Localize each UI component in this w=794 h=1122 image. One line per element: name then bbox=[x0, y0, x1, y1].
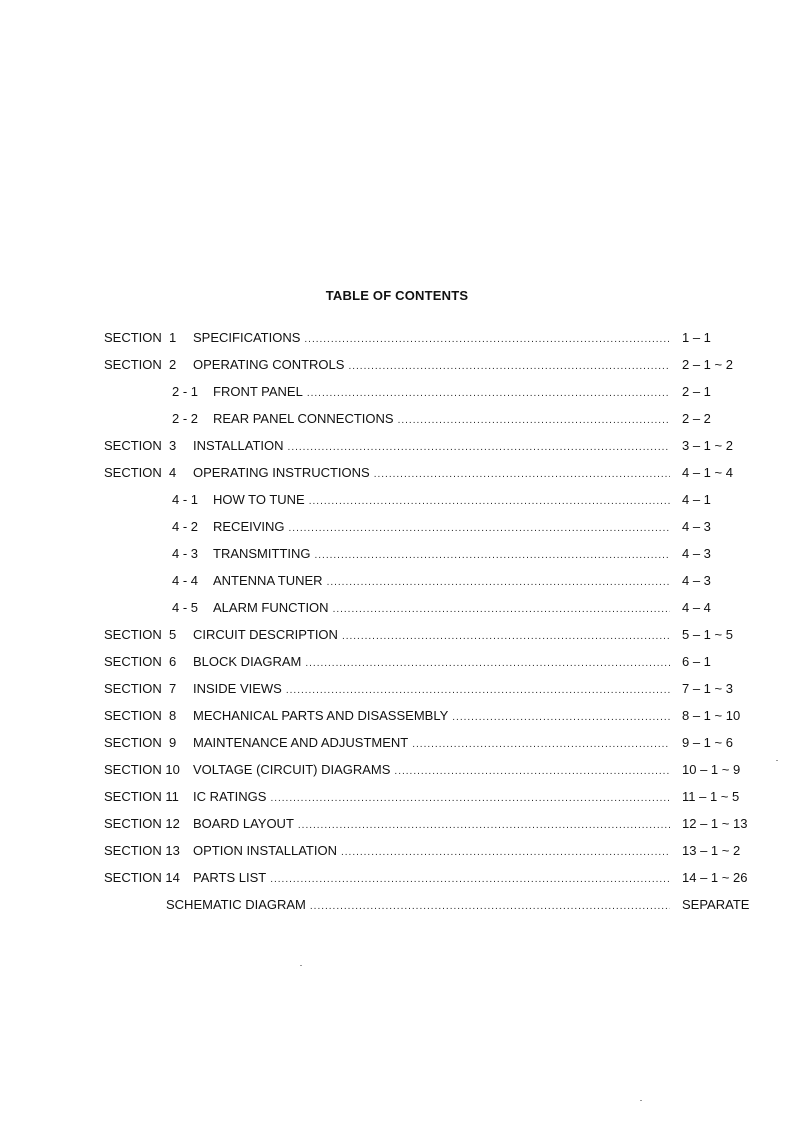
scan-speck bbox=[640, 1100, 642, 1101]
toc-entry bbox=[193, 787, 670, 809]
toc-page-reference: 14 – 1 ~ 26 bbox=[682, 870, 748, 885]
dot-leader bbox=[342, 627, 670, 647]
toc-page-reference: 8 – 1 ~ 10 bbox=[682, 708, 741, 723]
toc-section-label: SECTION 3 bbox=[104, 438, 177, 453]
toc-section-label: SECTION 13 bbox=[104, 843, 180, 858]
toc-entry bbox=[193, 760, 670, 782]
toc-page-reference: 4 – 3 bbox=[682, 519, 711, 534]
toc-entry-title: MAINTENANCE AND ADJUSTMENT bbox=[193, 735, 409, 750]
toc-page-reference: 7 – 1 ~ 3 bbox=[682, 681, 733, 696]
toc-entry bbox=[193, 679, 670, 701]
toc-entry-title: MECHANICAL PARTS AND DISASSEMBLY bbox=[193, 708, 449, 723]
page-title: TABLE OF CONTENTS bbox=[325, 288, 469, 303]
scan-speck bbox=[300, 965, 302, 966]
toc-entry-title: SCHEMATIC DIAGRAM bbox=[166, 897, 306, 912]
toc-entry-title: RECEIVING bbox=[213, 519, 285, 534]
toc-entry-title: PARTS LIST bbox=[193, 870, 267, 885]
toc-entry-title: REAR PANEL CONNECTIONS bbox=[213, 411, 394, 426]
toc-entry bbox=[193, 463, 670, 485]
toc-row bbox=[0, 868, 794, 895]
dot-leader bbox=[341, 843, 670, 863]
toc-section-label: SECTION 5 bbox=[104, 627, 177, 642]
toc-page-reference: 13 – 1 ~ 2 bbox=[682, 843, 741, 858]
toc-entry bbox=[213, 517, 670, 539]
toc-entry-title: OPTION INSTALLATION bbox=[193, 843, 337, 858]
toc-page-reference: SEPARATE bbox=[682, 897, 750, 912]
toc-entry bbox=[193, 814, 670, 836]
toc-page-reference: 4 – 3 bbox=[682, 546, 711, 561]
dot-leader bbox=[289, 519, 670, 539]
dot-leader bbox=[304, 330, 670, 350]
toc-section-label: SECTION 2 bbox=[104, 357, 177, 372]
toc-row bbox=[0, 355, 794, 382]
toc-entry-title: INSTALLATION bbox=[193, 438, 284, 453]
toc-section-label: SECTION 14 bbox=[104, 870, 180, 885]
toc-page-reference: 2 – 1 bbox=[682, 384, 711, 399]
toc-page-reference: 12 – 1 ~ 13 bbox=[682, 816, 748, 831]
toc-row bbox=[0, 706, 794, 733]
toc-page-reference: 4 – 3 bbox=[682, 573, 711, 588]
toc-entry-title: CIRCUIT DESCRIPTION bbox=[193, 627, 338, 642]
toc-entry bbox=[213, 490, 670, 512]
dot-leader bbox=[398, 411, 670, 431]
toc-entry-title: VOLTAGE (CIRCUIT) DIAGRAMS bbox=[193, 762, 391, 777]
toc-row bbox=[0, 733, 794, 760]
toc-entry-title: SPECIFICATIONS bbox=[193, 330, 301, 345]
toc-entry bbox=[193, 733, 670, 755]
dot-leader bbox=[315, 546, 671, 566]
toc-page-reference: 4 – 4 bbox=[682, 600, 711, 615]
toc-section-label: SECTION 9 bbox=[104, 735, 177, 750]
toc-entry bbox=[193, 841, 670, 863]
toc-entry bbox=[193, 436, 670, 458]
scan-speck bbox=[776, 760, 778, 761]
toc-page-reference: 10 – 1 ~ 9 bbox=[682, 762, 741, 777]
dot-leader bbox=[310, 897, 670, 917]
dot-leader bbox=[307, 384, 670, 404]
toc-entry bbox=[193, 625, 670, 647]
toc-row bbox=[0, 895, 794, 922]
toc-subsection-number: 2 - 1 bbox=[172, 384, 199, 399]
toc-subsection-number: 4 - 1 bbox=[172, 492, 199, 507]
toc-row bbox=[0, 625, 794, 652]
toc-row bbox=[0, 652, 794, 679]
toc-page-reference: 3 – 1 ~ 2 bbox=[682, 438, 733, 453]
dot-leader bbox=[348, 357, 670, 377]
toc-page-reference: 4 – 1 bbox=[682, 492, 711, 507]
dot-leader bbox=[298, 816, 670, 836]
toc-page-reference: 5 – 1 ~ 5 bbox=[682, 627, 733, 642]
toc-row bbox=[0, 814, 794, 841]
toc-section-label: SECTION 10 bbox=[104, 762, 180, 777]
toc-subsection-number: 4 - 2 bbox=[172, 519, 199, 534]
dot-leader bbox=[288, 438, 670, 458]
toc-page-reference: 2 – 2 bbox=[682, 411, 711, 426]
toc-entry-title: BLOCK DIAGRAM bbox=[193, 654, 302, 669]
toc-entry bbox=[193, 868, 670, 890]
toc-row bbox=[0, 787, 794, 814]
toc-entry-title: BOARD LAYOUT bbox=[193, 816, 294, 831]
dot-leader bbox=[452, 708, 670, 728]
toc-subsection-number: 4 - 5 bbox=[172, 600, 199, 615]
toc-row bbox=[0, 409, 794, 436]
dot-leader bbox=[286, 681, 670, 701]
dot-leader bbox=[374, 465, 670, 485]
dot-leader bbox=[309, 492, 670, 512]
toc-entry-title: TRANSMITTING bbox=[213, 546, 311, 561]
toc-entry bbox=[193, 652, 670, 674]
toc-entry bbox=[193, 355, 670, 377]
toc-page-reference: 4 – 1 ~ 4 bbox=[682, 465, 733, 480]
toc-entry bbox=[213, 598, 670, 620]
toc-row bbox=[0, 463, 794, 490]
toc-entry bbox=[213, 382, 670, 404]
toc-section-label: SECTION 7 bbox=[104, 681, 177, 696]
toc-entry-title: OPERATING INSTRUCTIONS bbox=[193, 465, 370, 480]
toc-entry-title: IC RATINGS bbox=[193, 789, 267, 804]
toc-row bbox=[0, 436, 794, 463]
toc-row bbox=[0, 571, 794, 598]
toc-entry bbox=[213, 544, 670, 566]
toc-row bbox=[0, 517, 794, 544]
toc-section-label: SECTION 12 bbox=[104, 816, 180, 831]
toc-subsection-number: 4 - 3 bbox=[172, 546, 199, 561]
dot-leader bbox=[412, 735, 670, 755]
dot-leader bbox=[333, 600, 670, 620]
toc-entry bbox=[193, 328, 670, 350]
toc-entry bbox=[193, 706, 670, 728]
toc-section-label: SECTION 11 bbox=[104, 789, 179, 804]
toc-row bbox=[0, 679, 794, 706]
dot-leader bbox=[270, 789, 670, 809]
toc-entry bbox=[213, 571, 670, 593]
toc-entry-title: FRONT PANEL bbox=[213, 384, 303, 399]
toc-page-reference: 9 – 1 ~ 6 bbox=[682, 735, 733, 750]
toc-row bbox=[0, 328, 794, 355]
toc-entry-title: INSIDE VIEWS bbox=[193, 681, 282, 696]
dot-leader bbox=[394, 762, 670, 782]
table-of-contents bbox=[0, 328, 794, 922]
toc-entry-title: ALARM FUNCTION bbox=[213, 600, 329, 615]
toc-page-reference: 1 – 1 bbox=[682, 330, 711, 345]
toc-page-reference: 6 – 1 bbox=[682, 654, 711, 669]
toc-section-label: SECTION 1 bbox=[104, 330, 177, 345]
dot-leader bbox=[270, 870, 670, 890]
toc-entry bbox=[166, 895, 670, 917]
dot-leader bbox=[327, 573, 670, 593]
toc-entry-title: OPERATING CONTROLS bbox=[193, 357, 345, 372]
toc-row bbox=[0, 760, 794, 787]
toc-subsection-number: 2 - 2 bbox=[172, 411, 199, 426]
toc-row bbox=[0, 490, 794, 517]
toc-row bbox=[0, 598, 794, 625]
toc-page-reference: 11 – 1 ~ 5 bbox=[682, 789, 740, 804]
toc-row bbox=[0, 841, 794, 868]
toc-section-label: SECTION 6 bbox=[104, 654, 177, 669]
toc-section-label: SECTION 8 bbox=[104, 708, 177, 723]
toc-entry bbox=[213, 409, 670, 431]
toc-section-label: SECTION 4 bbox=[104, 465, 177, 480]
dot-leader bbox=[305, 654, 670, 674]
toc-subsection-number: 4 - 4 bbox=[172, 573, 199, 588]
toc-row bbox=[0, 544, 794, 571]
toc-row bbox=[0, 382, 794, 409]
toc-entry-title: HOW TO TUNE bbox=[213, 492, 305, 507]
toc-page-reference: 2 – 1 ~ 2 bbox=[682, 357, 733, 372]
toc-entry-title: ANTENNA TUNER bbox=[213, 573, 323, 588]
